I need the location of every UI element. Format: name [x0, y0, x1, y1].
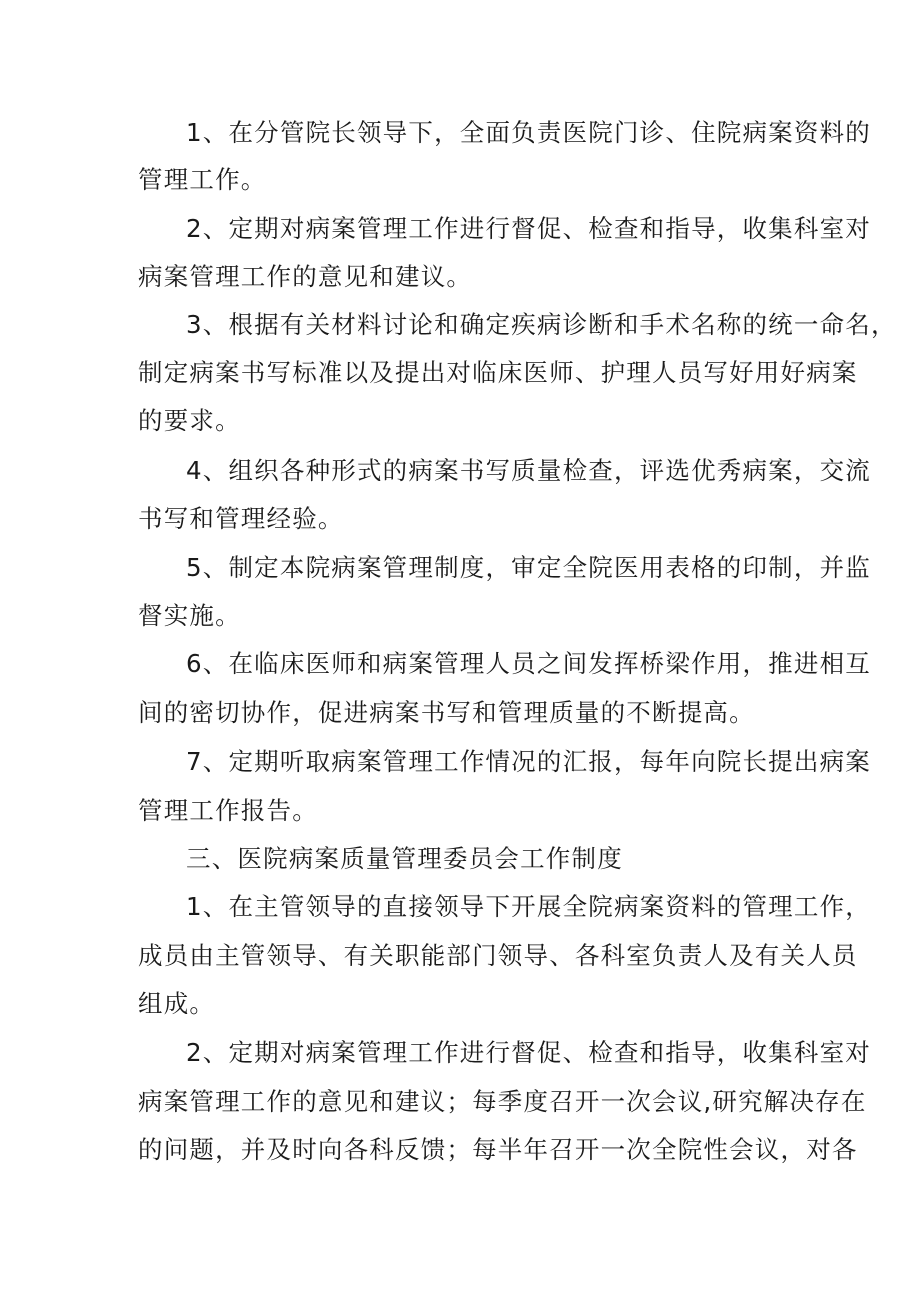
- paragraph-9-line-3: 的问题，并及时向各科反馈；每半年召开一次全院性会议，对各: [138, 1135, 858, 1164]
- paragraph-6-line-2: 间的密切协作，促进病案书写和管理质量的不断提高。: [138, 698, 755, 727]
- paragraph-7-line-2: 管理工作报告。: [138, 796, 318, 825]
- paragraph-5-line-2: 督实施。: [138, 601, 241, 630]
- paragraph-8-line-3: 组成。: [138, 989, 216, 1018]
- paragraph-1-line-1: 1、在分管院长领导下，全面负责医院门诊、住院病案资料的: [186, 118, 871, 147]
- paragraph-8-line-2: 成员由主管领导、有关职能部门领导、各科室负责人及有关人员: [138, 941, 858, 970]
- paragraph-3-line-2: 制定病案书写标准以及提出对临床医师、护理人员写好用好病案: [138, 358, 858, 387]
- paragraph-8-line-1: 1、在主管领导的直接领导下开展全院病案资料的管理工作，: [186, 892, 871, 921]
- paragraph-4-line-2: 书写和管理经验。: [138, 504, 344, 533]
- paragraph-3-line-3: 的要求。: [138, 406, 241, 435]
- paragraph-2-line-2: 病案管理工作的意见和建议。: [138, 262, 473, 291]
- section-heading: 三、医院病案质量管理委员会工作制度: [186, 844, 623, 873]
- paragraph-6-line-1: 6、在临床医师和病案管理人员之间发挥桥梁作用，推进相互: [186, 649, 871, 678]
- paragraph-2-line-1: 2、定期对病案管理工作进行督促、检查和指导，收集科室对: [186, 214, 871, 243]
- paragraph-3-line-1: 3、根据有关材料讨论和确定疾病诊断和手术名称的统一命名，: [186, 310, 897, 339]
- paragraph-9-line-1: 2、定期对病案管理工作进行督促、检查和指导，收集科室对: [186, 1038, 871, 1067]
- paragraph-5-line-1: 5、制定本院病案管理制度，审定全院医用表格的印制，并监: [186, 553, 871, 582]
- paragraph-7-line-1: 7、定期听取病案管理工作情况的汇报，每年向院长提出病案: [186, 747, 871, 776]
- paragraph-4-line-1: 4、组织各种形式的病案书写质量检查，评选优秀病案，交流: [186, 456, 871, 485]
- paragraph-1-line-2: 管理工作。: [138, 165, 267, 194]
- paragraph-9-line-2: 病案管理工作的意见和建议；每季度召开一次会议,研究解决存在: [138, 1087, 867, 1116]
